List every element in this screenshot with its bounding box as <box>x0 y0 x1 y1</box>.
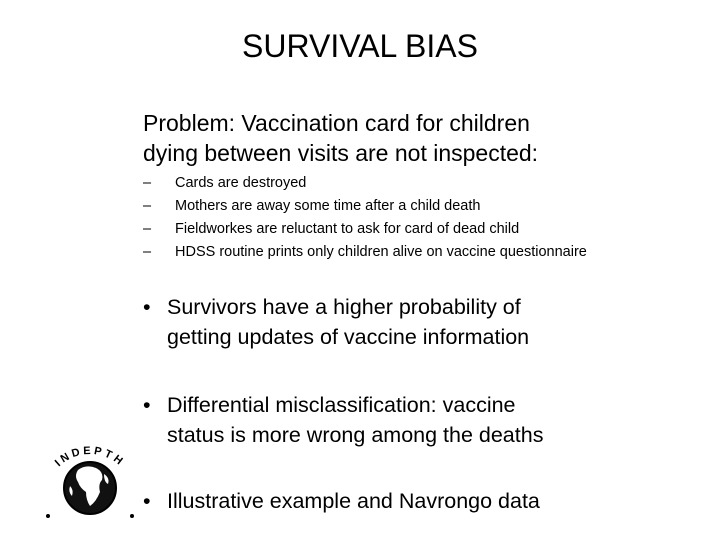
bullet-dot: • <box>143 295 151 319</box>
bullet-text-line-2: getting updates of vaccine information <box>167 325 530 349</box>
bullet-survivors <box>143 292 663 352</box>
logo-wordmark: INDEPTH <box>52 444 127 470</box>
reason-item <box>143 241 703 264</box>
dash-marker: – <box>143 175 152 191</box>
dash-marker: – <box>143 221 152 237</box>
reason-item <box>143 172 703 195</box>
reason-text: Mothers are away some time after a child death <box>175 198 481 214</box>
indepth-logo <box>34 428 146 536</box>
bullet-example <box>143 486 663 516</box>
bullet-text-line-1: Illustrative example and Navrongo data <box>167 489 540 513</box>
problem-statement <box>143 108 663 168</box>
reason-text: HDSS routine prints only children alive on vaccine questionnaire <box>175 244 587 260</box>
reason-text: Fieldworkes are reluctant to ask for card of dead child <box>175 221 520 237</box>
bullet-text-line-1: Differential misclassification: vaccine <box>167 393 516 417</box>
dash-marker: – <box>143 244 152 260</box>
bullet-text-line-2: status is more wrong among the deaths <box>167 423 544 447</box>
reasons-list <box>143 172 703 264</box>
bullet-misclassification <box>143 390 663 450</box>
reason-text: Cards are destroyed <box>175 175 307 191</box>
bullet-dot: • <box>143 393 151 417</box>
globe-icon <box>64 462 116 514</box>
dash-marker: – <box>143 198 152 214</box>
problem-line-2: dying between visits are not inspected: <box>143 140 539 166</box>
reason-item <box>143 195 703 218</box>
problem-line-1: Problem: Vaccination card for children <box>143 110 530 136</box>
bullet-dot: • <box>143 489 151 513</box>
reason-item <box>143 218 703 241</box>
slide-title: SURVIVAL BIAS <box>242 28 478 64</box>
bullet-text-line-1: Survivors have a higher probability of <box>167 295 521 319</box>
